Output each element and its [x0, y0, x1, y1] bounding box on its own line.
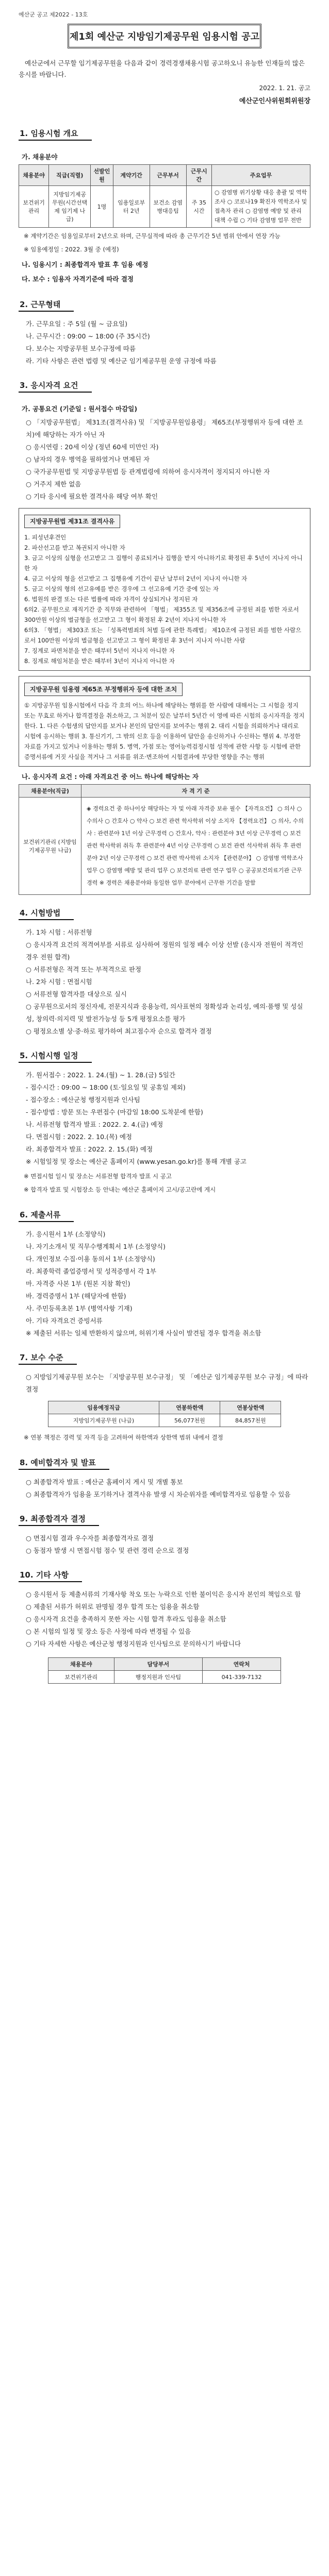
- section-1-sub-2: 나. 임용시기 : 최종합격자 발표 후 임용 예정: [22, 261, 149, 268]
- contact-dept-cell: 행정지원과 인사팀: [114, 1671, 202, 1684]
- th-contact-phone: 연락처: [202, 1658, 281, 1671]
- list-item: 6의3. 「형법」 제303조 또는 「성폭력범죄의 처벌 등에 관한 특례법」 제10조에 규정된 죄를 범한 사람으로서 100만원 이상의 벌금형을 선고받고 그 형이 확정된 후 3년이 지나지 아니한 사람: [24, 626, 302, 644]
- cell-hours: 주 35시간: [186, 186, 211, 228]
- section-9-heading: 9. 최종합격자 결정: [19, 1512, 99, 1526]
- th-req-criteria: 자 격 기 준: [81, 785, 310, 798]
- th-salary-max: 연봉상한액: [220, 1401, 281, 1414]
- list-item: ○ 최종합격자가 임용을 포기하거나 결격사유 발생 시 차순위자를 예비합격자로 임용할 수 있음: [26, 1490, 291, 1498]
- document-title: 제1회 예산군 지방임기제공무원 임용시험 공고: [68, 24, 261, 48]
- list-item: ○ 제출된 서류가 허위로 판명될 경우 합격 또는 임용을 취소함: [26, 1603, 200, 1611]
- salary-note: ※ 연봉 책정은 경력 및 자격 등을 고려하여 하한액과 상한액 범위 내에서 결정: [24, 1434, 223, 1441]
- section-1-heading: 1. 임용시험 개요: [19, 127, 92, 141]
- list-item: 바. 경력증명서 1부 (해당자에 한함): [26, 1292, 126, 1300]
- misconduct-text: ① 지방공무원 임용시험에서 다음 각 호의 어느 하나에 해당하는 행위를 한 사람에 대해서는 그 시험을 정지 또는 무효로 하거나 합격결정을 취소하고, 그 처분이 있은 날부터 5년간 이 영에 따른 시험의 응시자격을 정지한다. 1. 다른 수험생의 답안지를 보거나 본인의 답안지를 보여주는 행위 2. 대리 시험을 의뢰하거나 대리로 시험에 응시하는 행위 3. 통신기기, 그 밖의 신호 등을 이용하여 답안을 송신하거나 수신하는 행위 4. 부정한 자료를 가지고 있거나 이용하는 행위 5. 병역, 가점 또는 영어능력검정시험 성적에 관한 사항 등 시험에 관한 증명서류에 거짓 사실을 적거나 그 서류를 위조·변조하여 시험결과에 부당한 영향을 주는 행위: [24, 702, 305, 760]
- salary-text: ○ 지방임기제공무원 보수는 「지방공무원 보수규정」 및 「예산군 임기제공무원 보수 규정」에 따라 결정: [26, 1373, 308, 1393]
- list-item: 가. 근무요일 : 주 5일 (월 ~ 금요일): [26, 320, 128, 328]
- list-item: - 접수시간 : 09:00 ~ 18:00 (토·일요일 및 공휴일 제외): [26, 1083, 186, 1091]
- sec1-note-1: ※ 계약기간은 임용일로부터 2년으로 하며, 근무실적에 따라 총 근무기간 5년 범위 안에서 연장 가능: [24, 232, 281, 240]
- section-5-heading: 5. 시험시행 일정: [19, 1049, 92, 1063]
- list-item: 라. 최종학력 졸업증명서 및 성적증명서 각 1부: [26, 1267, 157, 1275]
- th-count: 선발인원: [91, 165, 113, 186]
- cell-dept: 보건소 감염병대응팀: [150, 186, 186, 228]
- th-duty: 주요업무: [212, 165, 310, 186]
- list-item: ○ 응시자격 요건의 적격여부를 서류로 심사하여 정원의 일정 배수 이상 선발 (응시자 전원이 적격인 경우 전원 합격): [26, 941, 304, 961]
- intro-paragraph: 예산군에서 근무할 임기제공무원을 다음과 같이 경력경쟁채용시험 공고하오니 유능한 인재들의 많은 응시를 바랍니다.: [19, 59, 305, 78]
- notice-number: 예산군 공고 제2022 - 13호: [19, 11, 88, 18]
- th-hours: 근무시간: [186, 165, 211, 186]
- section-2-heading: 2. 근무형태: [19, 298, 74, 312]
- section-10-heading: 10. 기타 사항: [19, 1568, 82, 1582]
- list-item: 다. 면접시험 : 2022. 2. 10.(목) 예정: [26, 1133, 132, 1141]
- list-item: ○ 기타 응시에 필요한 결격사유 해당 여부 확인: [26, 493, 158, 500]
- list-item: 다. 보수는 지방공무원 보수규정에 따름: [26, 345, 136, 352]
- req-criteria-cell: ◈ 경력요건 중 하나이상 해당하는 자 및 아래 자격증 보유 필수 【자격요건】 ○ 의사 ○ 수의사 ○ 간호사 ○ 약사 ○ 보건 관련 학사학위 이상 소지자 【경력요건】 ○ 의사, 수의사 : 관련분야 1년 이상 근무경력 ○ 간호사, 약사 : 관련분야 3년 이상 근무경력 ○ 보건 관련 학사학위 취득 후 관련분야 4년 이상 근무경력 ○ 보건 관련 석사학위 취득 후 관련분야 2년 이상 근무경력 ○ 보건 관련 박사학위 소지자 【관련분야】 ○ 감염병 역학조사 업무 ○ 감염병 예방 및 관리 업무 ○ 보건의료 관련 연구 업무 ○ 공공보건의료기관 근무경력 ※ 경력은 채용분야와 동일한 업무 분야에서 근무한 기간을 말함: [81, 798, 310, 895]
- list-item: ※ 제출된 서류는 일체 반환하지 않으며, 허위기재 사실이 발견될 경우 합격을 취소함: [26, 1329, 261, 1337]
- list-item: 7. 징계로 파면처분을 받은 때부터 5년이 지나지 아니한 자: [24, 647, 175, 654]
- cell-field: 보건위기관리: [19, 186, 49, 228]
- list-item: 가. 1차 시험 : 서류전형: [26, 928, 92, 936]
- list-item: ○ 응시원서 등 제출서류의 기재사항 착오 또는 누락으로 인한 불이익은 응시자 본인의 책임으로 함: [26, 1590, 301, 1598]
- th-req-field: 채용분야(직급): [19, 785, 81, 798]
- list-item: 2. 파산선고를 받고 복권되지 아니한 자: [24, 544, 125, 551]
- contact-table-header: [48, 1658, 281, 1671]
- list-item: ○ 응시자격 요건을 충족하지 못한 자는 시험 합격 후라도 임용을 취소함: [26, 1615, 226, 1623]
- section-7-heading: 7. 보수 수준: [19, 1351, 77, 1365]
- issuing-org: 예산군인사위원회위원장: [239, 97, 310, 105]
- list-item: ○ 서류전형은 적격 또는 부적격으로 판정: [26, 965, 141, 973]
- salary-max-cell: 84,857천원: [220, 1414, 281, 1427]
- salary-grade-cell: 지방임기제공무원 (나급): [48, 1414, 159, 1427]
- notice-date: 2022. 1. 21. 공고: [259, 84, 310, 92]
- requirements-table-header: [19, 785, 310, 798]
- th-salary-grade: 임용예정직급: [48, 1401, 159, 1414]
- list-item: ○ 응시연령 : 20세 이상 (정년 60세 미만인 자): [26, 443, 159, 451]
- cell-grade: 지방임기제공무원(시간선택제 임기제 나급): [49, 186, 91, 228]
- list-item: 나. 2차 시험 : 면접시험: [26, 978, 92, 986]
- list-item: ○ 남자의 경우 병역을 필하였거나 면제된 자: [26, 455, 150, 463]
- list-item: 라. 기타 사항은 관련 법령 및 예산군 임기제공무원 운영 규정에 따름: [26, 357, 217, 365]
- list-item: ○ 거주지 제한 없음: [26, 480, 81, 488]
- list-item: ○ 최종합격자 발표 : 예산군 홈페이지 게시 및 개별 통보: [26, 1478, 183, 1486]
- section-3-sub-2: 나. 응시자격 요건 : 아래 자격요건 중 어느 하나에 해당하는 자: [22, 773, 199, 781]
- list-item: ○ 공무원으로서의 정신자세, 전문지식과 응용능력, 의사표현의 정확성과 논리성, 예의·품행 및 성실성, 창의력·의지력 및 발전가능성 등 5개 평정요소를 평가: [26, 1003, 303, 1023]
- list-item: 가. 응시원서 1부 (소정양식): [26, 1230, 106, 1238]
- section-3-heading: 3. 응시자격 요건: [19, 379, 92, 393]
- th-grade: 직급(직렬): [49, 165, 91, 186]
- recruit-table-header: [19, 165, 310, 186]
- list-item: ○ 동점자 발생 시 면접시험 점수 및 관련 경력 순으로 결정: [26, 1547, 189, 1554]
- list-item: ○ 평정요소별 상·중·하로 평가하여 최고점수자 순으로 합격자 결정: [26, 1027, 212, 1035]
- table-row: [19, 186, 310, 228]
- list-item: 1. 피성년후견인: [24, 534, 67, 541]
- cell-count: 1명: [91, 186, 113, 228]
- cell-term: 임용일로부터 2년: [113, 186, 150, 228]
- th-salary-min: 연봉하한액: [159, 1401, 220, 1414]
- table-row: [19, 798, 310, 895]
- section-8-heading: 8. 예비합격자 및 발표: [19, 1456, 109, 1470]
- list-item: 나. 서류전형 합격자 발표 : 2022. 2. 4.(금) 예정: [26, 1121, 163, 1128]
- recruit-table: [19, 164, 310, 228]
- sec5-note-1: ※ 면접시험 일시 및 장소는 서류전형 합격자 발표 시 공고: [24, 1173, 172, 1180]
- misconduct-box-title: 지방공무원 임용령 제65조 부정행위자 등에 대한 조치: [24, 683, 183, 696]
- list-item: ○ 면접시험 결과 우수자를 최종합격자로 결정: [26, 1534, 154, 1542]
- list-item: ○ 서류전형 합격자를 대상으로 실시: [26, 990, 127, 998]
- list-item: 사. 주민등록초본 1부 (병역사항 기재): [26, 1304, 133, 1312]
- req-field-cell: 보건위기관리 (지방임기제공무원 나급): [19, 798, 81, 895]
- salary-table: [48, 1401, 282, 1427]
- th-field: 채용분야: [19, 165, 49, 186]
- table-row: [48, 1671, 281, 1684]
- th-contact-dept: 담당부서: [114, 1658, 202, 1671]
- list-item: 라. 최종합격자 발표 : 2022. 2. 15.(화) 예정: [26, 1145, 153, 1153]
- section-1-sub-3: 다. 보수 : 임용자 자격기준에 따라 결정: [22, 275, 134, 283]
- section-4-heading: 4. 시험방법: [19, 906, 74, 920]
- section-6-heading: 6. 제출서류: [19, 1208, 74, 1222]
- list-item: ※ 시험일정 및 장소는 예산군 홈페이지 (www.yesan.go.kr)를 통해 개별 공고: [26, 1158, 247, 1165]
- list-item: 4. 금고 이상의 형을 선고받고 그 집행유예 기간이 끝난 날부터 2년이 지나지 아니한 자: [24, 575, 248, 582]
- th-term: 계약기간: [113, 165, 150, 186]
- list-item: 5. 금고 이상의 형의 선고유예를 받은 경우에 그 선고유예 기간 중에 있는 자: [24, 585, 219, 592]
- disqualification-box-title: 지방공무원법 제31조 결격사유: [24, 515, 120, 528]
- list-item: 나. 자기소개서 및 직무수행계획서 1부 (소정양식): [26, 1243, 166, 1250]
- disqualification-box: [19, 508, 310, 671]
- salary-min-cell: 56,077천원: [159, 1414, 220, 1427]
- list-item: 6의2. 공무원으로 재직기간 중 직무와 관련하여 「형법」 제355조 및 제356조에 규정된 죄를 범한 자로서 300만원 이상의 벌금형을 선고받고 그 형이 확정된 후 2년이 지나지 아니한 자: [24, 606, 299, 623]
- table-row: [48, 1414, 281, 1427]
- list-item: 다. 개인정보 수집·이용 동의서 1부 (소정양식): [26, 1255, 155, 1263]
- requirements-table: [19, 784, 310, 895]
- list-item: 6. 법원의 판결 또는 다른 법률에 따라 자격이 상실되거나 정지된 자: [24, 596, 198, 603]
- list-item: - 접수장소 : 예산군청 행정지원과 인사팀: [26, 1096, 140, 1104]
- th-dept: 근무부서: [150, 165, 186, 186]
- salary-table-header: [48, 1401, 281, 1414]
- list-item: 가. 원서접수 : 2022. 1. 24.(월) ~ 1. 28.(금) 5일간: [26, 1071, 175, 1079]
- cell-duty: ○ 감염병 위기상황 대응 총괄 및 역학조사 ○ 코로나19 확진자 역학조사 및 접촉자 관리 ○ 감염병 예방 및 관리 대책 수립 ○ 기타 감염병 업무 전반: [212, 186, 310, 228]
- th-contact-field: 채용분야: [48, 1658, 114, 1671]
- sec1-note-2: ※ 임용예정일 : 2022. 3월 중 (예정): [24, 246, 119, 253]
- list-item: - 접수방법 : 방문 또는 우편접수 (마감일 18:00 도착분에 한함): [26, 1108, 203, 1116]
- list-item: ○ 「지방공무원법」 제31조(결격사유) 및 「지방공무원임용령」 제65조(부정행위자 등에 대한 조치)에 해당하는 자가 아닌 자: [26, 418, 303, 438]
- misconduct-box: [19, 676, 310, 767]
- list-item: 아. 기타 자격요건 증빙서류: [26, 1317, 103, 1325]
- list-item: ○ 국가공무원법 및 지방공무원법 등 관계법령에 의하여 응시자격이 정지되지 아니한 자: [26, 468, 270, 476]
- list-item: ○ 본 시험의 일정 및 장소 등은 사정에 따라 변경될 수 있음: [26, 1628, 191, 1635]
- sec5-note-2: ※ 합격자 발표 및 시험장소 등 안내는 예산군 홈페이지 고시/공고란에 게시: [24, 1186, 216, 1193]
- list-item: 마. 자격증 사본 1부 (원본 지참 확인): [26, 1280, 130, 1287]
- section-1-sub-1: 가. 채용분야: [22, 153, 58, 161]
- list-item: 나. 근무시간 : 09:00 ~ 18:00 (주 35시간): [26, 332, 150, 340]
- section-3-sub-1: 가. 공통요건 (기준일 : 원서접수 마감일): [22, 405, 138, 413]
- contact-phone-cell: 041-339-7132: [202, 1671, 281, 1684]
- list-item: 8. 징계로 해임처분을 받은 때부터 3년이 지나지 아니한 자: [24, 657, 175, 665]
- list-item: ○ 기타 자세한 사항은 예산군청 행정지원과 인사팀으로 문의하시기 바랍니다: [26, 1640, 241, 1648]
- list-item: 3. 금고 이상의 실형을 선고받고 그 집행이 종료되거나 집행을 받지 아니하기로 확정된 후 5년이 지나지 아니한 자: [24, 554, 303, 572]
- contact-field-cell: 보건위기관리: [48, 1671, 114, 1684]
- contact-table: [48, 1657, 282, 1684]
